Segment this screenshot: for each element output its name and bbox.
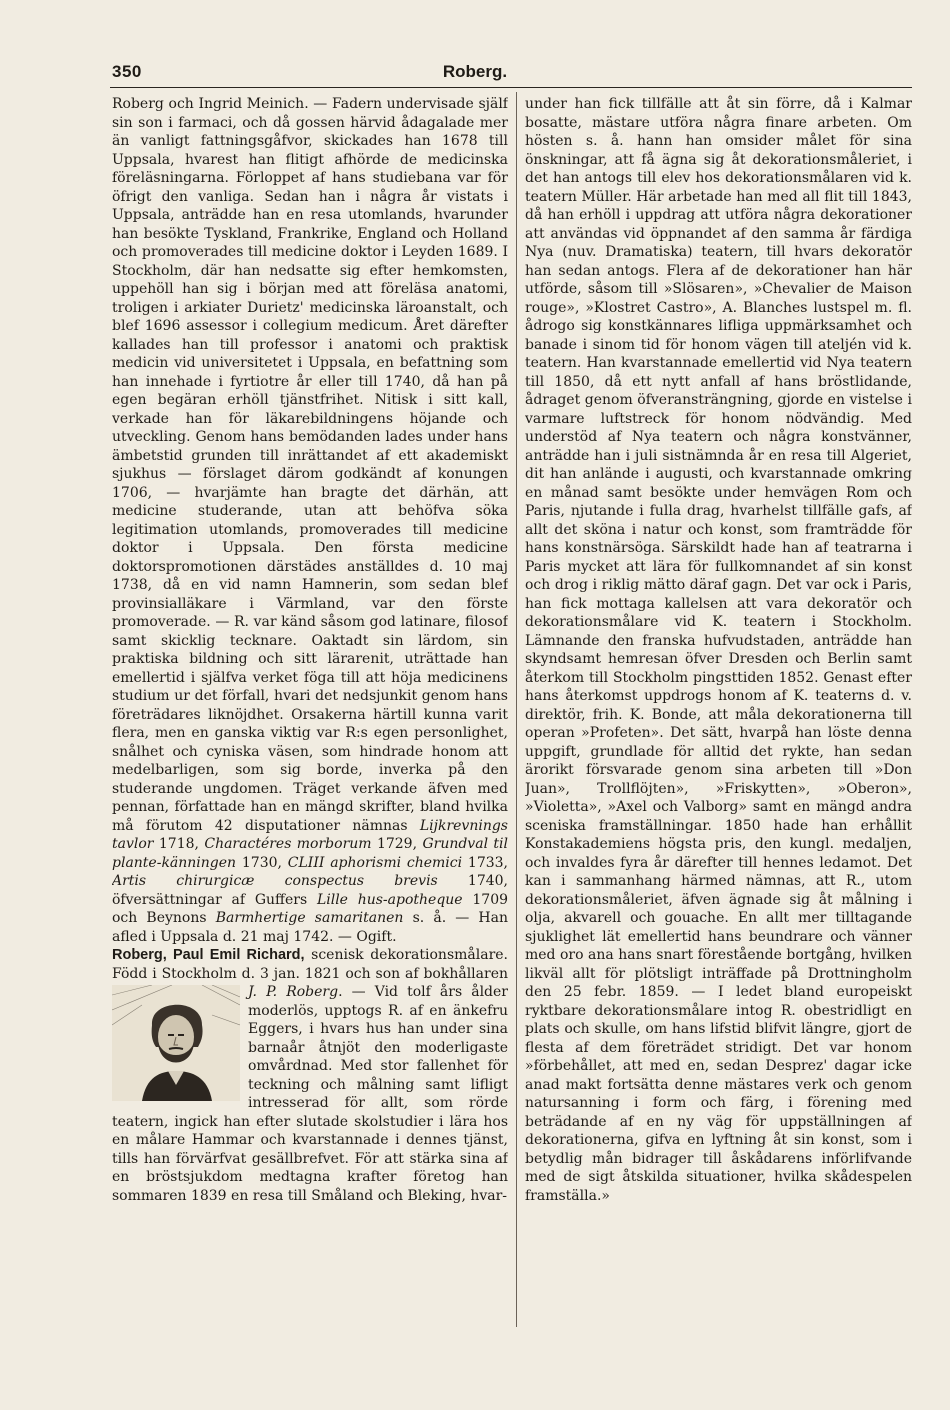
portrait-icon [112,985,240,1101]
entry-paul-roberg [112,946,508,1205]
portrait-engraving [112,985,240,1101]
text-run: 1718, [153,836,205,852]
column-divider [516,92,517,1327]
page-number: 350 [112,62,142,81]
text-run: 1709 och Beynons [112,891,508,926]
work-title: Artis chirurgicæ conspectus brevis [112,873,438,889]
text-run: 1740, öfversättningar af Guffers [112,873,508,908]
header-rule [110,87,912,88]
work-title: Grundval til plante-känningen [112,836,508,871]
text-run: 1730, [236,854,288,871]
entry-olof-roberg [112,95,508,946]
left-column [112,95,508,1335]
right-column [525,95,912,1335]
text-run: 1729, [371,836,423,852]
text-run: . — Vid tolf års ålder moderlös, upptogs R. af en änkefru Eggers, i hvars hus han under sina barnaår åtnjöt den moderligaste omvårdnad. Med stor fallenhet för teckning och målning samt lifligt intresserad för allt, som rörde teatern, ingick han efter slutade skolstudier i lära hos en målare Hammar och kvarstannade i dennes tjänst, tills han förvärfvat gesällbrefvet. För att stärka sina af en bröstsjukdom medtagna krafter företog han sommaren 1839 en resa till Småland och Bleking, hvar- [112,984,508,1204]
text-run: s. å. — Han afled i Uppsala d. 21 maj 1742. — Ogift. [112,910,508,945]
father-name: J. P. Roberg [248,984,339,1000]
text-run: scenisk dekorationsmålare. Född i Stockholm d. 3 jan. 1821 och son af bokhållaren [112,947,508,982]
work-title: CLIII aphorismi chemici [287,854,463,871]
entry-heading: Roberg, Paul Emil Richard, [112,947,305,963]
work-title: Charactéres morborum [204,836,372,852]
entry-paul-roberg-continued: under han fick tillfälle att åt sin förre, då i Kalmar bosatte, mästare utföra några finare arbeten. Om hösten s. å. hann han omsider målet för sina önskningar, att få ägna sig åt dekorationsmåleriet, i det han antogs till elev hos dekorationsmålaren vid k. teatern Müller. Här arbetade han med all flit till 1843, då han erhöll i uppdrag att utföra några dekorationer att användas vid öppnandet af den samma år färdiga Nya (nuv. Dramatiska) teatern, till hvars dekoratör han sedan antogs. Flera af de dekorationer han här utförde, såsom till »Slösaren», »Chevalier de Maison rouge», »Klostret Castro», A. Blanches lustspel m. fl. ådrogo sig konstkännares lifliga uppmärksamhet och banade i sinom tid för honom vägen till ateljén vid k. teatern. Han kvarstannade emellertid vid Nya teatern till 1850, då ett nytt anfall af hans bröstlidande, ådraget genom öfveransträngning, gjorde en vistelse i varmare luftstreck för honom nödvändig. Med understöd af Nya teatern och några konstvänner, anträdde han i juli sistnämnda år en resa till Algeriet, dit han anlände i augusti, och kvarstannade omkring en månad samt besökte under hemvägen Rom och Paris, njutande i fulla drag, hvarhelst tillfälle gafs, af allt det sköna i natur och konst, som framträdde för hans konstnärsöga. Särskildt hade han af teatrarna i Paris mycket att lära för fullkomnandet af sin konst och drog i riklig mätto däraf gagn. Det var ock i Paris, han fick mottaga kallelsen att vara dekoratör och dekorationsmålare vid K. teatern i Stockholm. Lämnande den franska hufvudstaden, anträdde han skyndsamt hemresan öfver Dresden och Berlin samt återkom till Stockholm pingsttiden 1852. Genast efter hans återkomst uppdrogs honom af K. teaterns d. v. direktör, frih. K. Bonde, att måla dekorationerna till operan »Profeten». Det sätt, hvarpå han löste denna uppgift, grundlade för alltid det rykte, han sedan ärorikt försvarade genom sina arbeten till »Don Juan», Trollflöjten», »Friskytten», »Oberon», »Violetta», »Axel och Valborg» samt en mängd andra sceniska framställningar. 1850 hade han erhållit Konstakademiens högsta pris, den kungl. medaljen, och invaldes fyra år därefter till hennes ledamot. Det kan i sammanhang härmed nämnas, att R., utom dekorationsmåleriet, äfven ägnade sig åt målning i olja, akvarell och gouache. En allt mer tilltagande sjuklighet lät emellertid hans beundrare och vänner med oro ana hans snart förestående bortgång, hvilken likväl allt för plötsligt inträffade på Drottningholm den 25 febr. 1859. — I ledet bland europeiskt ryktbare dekorationsmålare intog R. obestridligt en plats och skulle, om hans lifstid blifvit längre, gjort de flesta af dem företrädet stridigt. Det var honom »förbehållet, att med en, sedan Desprez' dagar icke anad makt fortsätta denne mästares verk och genom natursanning i form och färg, i förening med beträdande af en ny väg för uppställningen af dekorationerna, gifva en lyftning åt sin konst, som i betydlig mån bidrager till åskådarens införlifvande med de sigt åtskilda situationer, hvilka skådespelen framställa.» [525,96,912,1204]
work-title: Barmhertige samaritanen [215,910,404,926]
text-run: 1733, [462,854,508,871]
work-title: Lille hus-apotheque [316,891,463,908]
running-head: Roberg. [442,62,508,81]
work-title: Lijkrevnings tavlor [112,817,508,852]
entry-olof-body: Roberg och Ingrid Meinich. — Fadern undervisade själf sin son i farmaci, och då gossen härvid ådagalade mer än vanligt fattningsgåfvor, skickades han 1678 till Uppsala, hvarest han flitigt afhörde de medicinska föreläsningarna. Förloppet af hans studiebana var för öfrigt den vanliga. Sedan han i några år vistats i Uppsala, anträdde han en resa utomlands, hvarunder han besökte Tyskland, Frankrike, England och Holland och promoverades till medicine doktor i Leyden 1689. I Stockholm, där han nedsatte sig efter hemkomsten, uppehöll han sig i början med att föreläsa anatomi, troligen i arkiater Durietz' medicinska läroanstalt, och blef 1696 assessor i collegium medicum. Året därefter kallades han till professor i anatomi och praktisk medicin vid universitetet i Uppsala, en befattning som han innehade i fyrtiotre år eller till 1740, då han på egen begäran erhöll tjänstfrihet. Nitisk i sitt kall, verkade han för läkarebildningens höjande och utveckling. Genom hans bemödanden lades under hans ämbetstid grunden till inrättandet af ett akademiskt sjukhus — förslaget därom godkändt af konungen 1706, — hvarjämte han bragte det därhän, att medicine studerande, utan att behöfva söka legitimation utomlands, promoverades till medicine doktor i Uppsala. Den första medicine doktorspromotionen därstädes anställdes d. 10 maj 1738, då en vid namn Hamnerin, som sedan blef provinsialläkare i Värmland, var den förste promoverade. — R. var känd såsom god latinare, filosof samt skicklig tecknare. Oaktadt sin lärdom, sin praktiska bildning och sitt lärarenit, uträttade han emellertid i själfva verket föga till att höja medicinens studium ur det förfall, hvari det nedsjunkit genom hans företrädares liknöjdhet. Orsakerna härtill kunna varit flera, men en ganska viktig var R:s egen personlighet, snålhet och cyniska väsen, som hindrade honom att medelbarligen, som sig borde, inverka på den studerande ungdomen. Träget verkande äfven med pennan, författade han en mängd skrifter, bland hvilka må förutom 42 disputationer nämnas [112,96,508,834]
